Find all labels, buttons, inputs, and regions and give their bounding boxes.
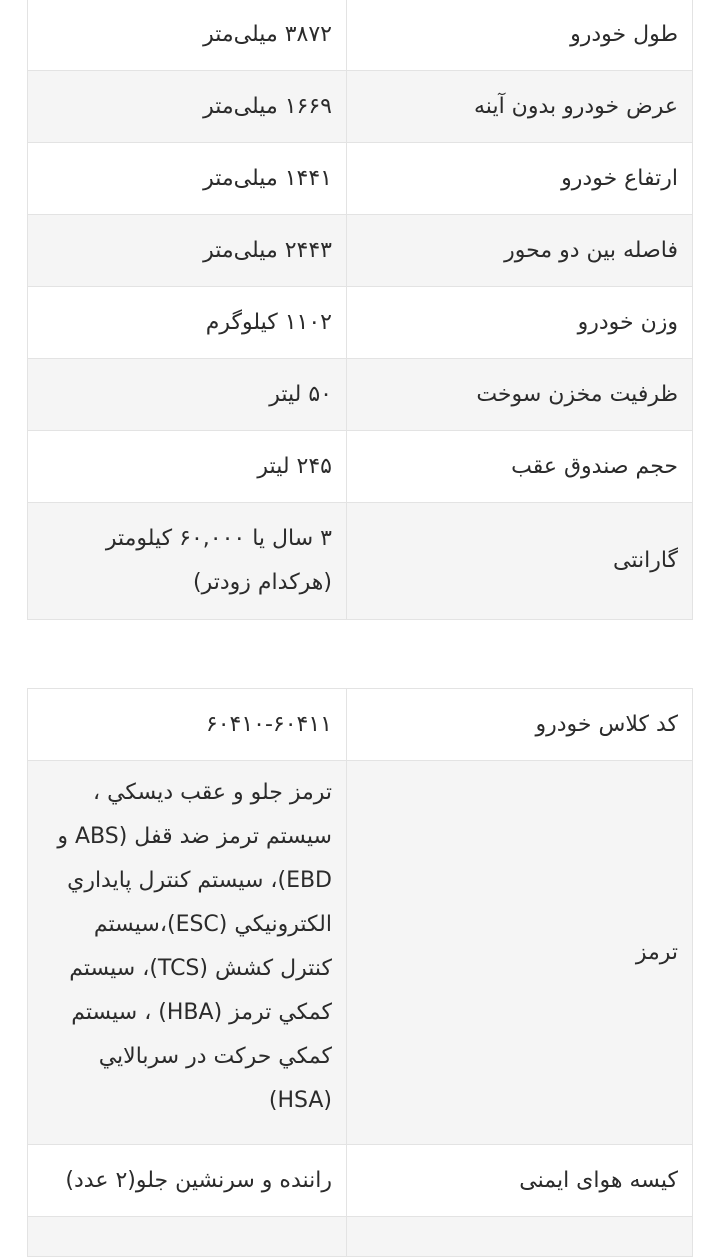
spec-label: طول خودرو <box>347 0 693 71</box>
spec-value <box>28 1217 347 1257</box>
spec-value: ۵۰ لیتر <box>28 359 347 431</box>
table-row <box>28 0 693 71</box>
spec-value: راننده و سرنشین جلو(۲ عدد) <box>28 1145 347 1217</box>
car-specs-table-dimensions <box>27 0 693 620</box>
spec-label: فاصله بین دو محور <box>347 215 693 287</box>
spec-label: کیسه هوای ایمنی <box>347 1145 693 1217</box>
table-row <box>28 71 693 143</box>
spec-value: ۱۱۰۲ کیلوگرم <box>28 287 347 359</box>
spec-label: کد کلاس خودرو <box>347 689 693 761</box>
spec-value: ۱۶۶۹ میلی‌متر <box>28 71 347 143</box>
spec-label: ترمز <box>347 761 693 1145</box>
spec-label: گارانتی <box>347 503 693 620</box>
table-row <box>28 287 693 359</box>
spec-label: حجم صندوق عقب <box>347 431 693 503</box>
spec-label: ارتفاع خودرو <box>347 143 693 215</box>
table-row <box>28 431 693 503</box>
table-row <box>28 1217 693 1257</box>
table-row <box>28 761 693 1145</box>
car-specs-table-safety <box>27 688 693 1257</box>
table-row <box>28 215 693 287</box>
spec-value: ۲۴۵ لیتر <box>28 431 347 503</box>
table-row <box>28 1145 693 1217</box>
spec-label: ظرفیت مخزن سوخت <box>347 359 693 431</box>
spec-value: ۳۸۷۲ میلی‌متر <box>28 0 347 71</box>
spec-label <box>347 1217 693 1257</box>
spec-value: ۳ سال یا ۶۰,۰۰۰ کیلومتر (هرکدام زودتر) <box>28 503 347 620</box>
spec-value: ۲۴۴۳ میلی‌متر <box>28 215 347 287</box>
table-row <box>28 689 693 761</box>
spec-label: وزن خودرو <box>347 287 693 359</box>
spec-value: ۶۰۴۱۰-۶۰۴۱۱ <box>28 689 347 761</box>
table-row <box>28 503 693 620</box>
spec-value: ۱۴۴۱ میلی‌متر <box>28 143 347 215</box>
spec-value: ترمز جلو و عقب دیسکي ، سیستم ترمز ضد قفل (ABS و EBD)، سیستم کنترل پایداري الکترونیکي (ESC)،سیستم کنترل کشش (TCS)، سیستم کمکي ترمز (HBA) ، سیستم کمکي حرکت در سربالایي (HSA) <box>28 761 347 1145</box>
table-row <box>28 143 693 215</box>
spec-label: عرض خودرو بدون آینه <box>347 71 693 143</box>
table-row <box>28 359 693 431</box>
